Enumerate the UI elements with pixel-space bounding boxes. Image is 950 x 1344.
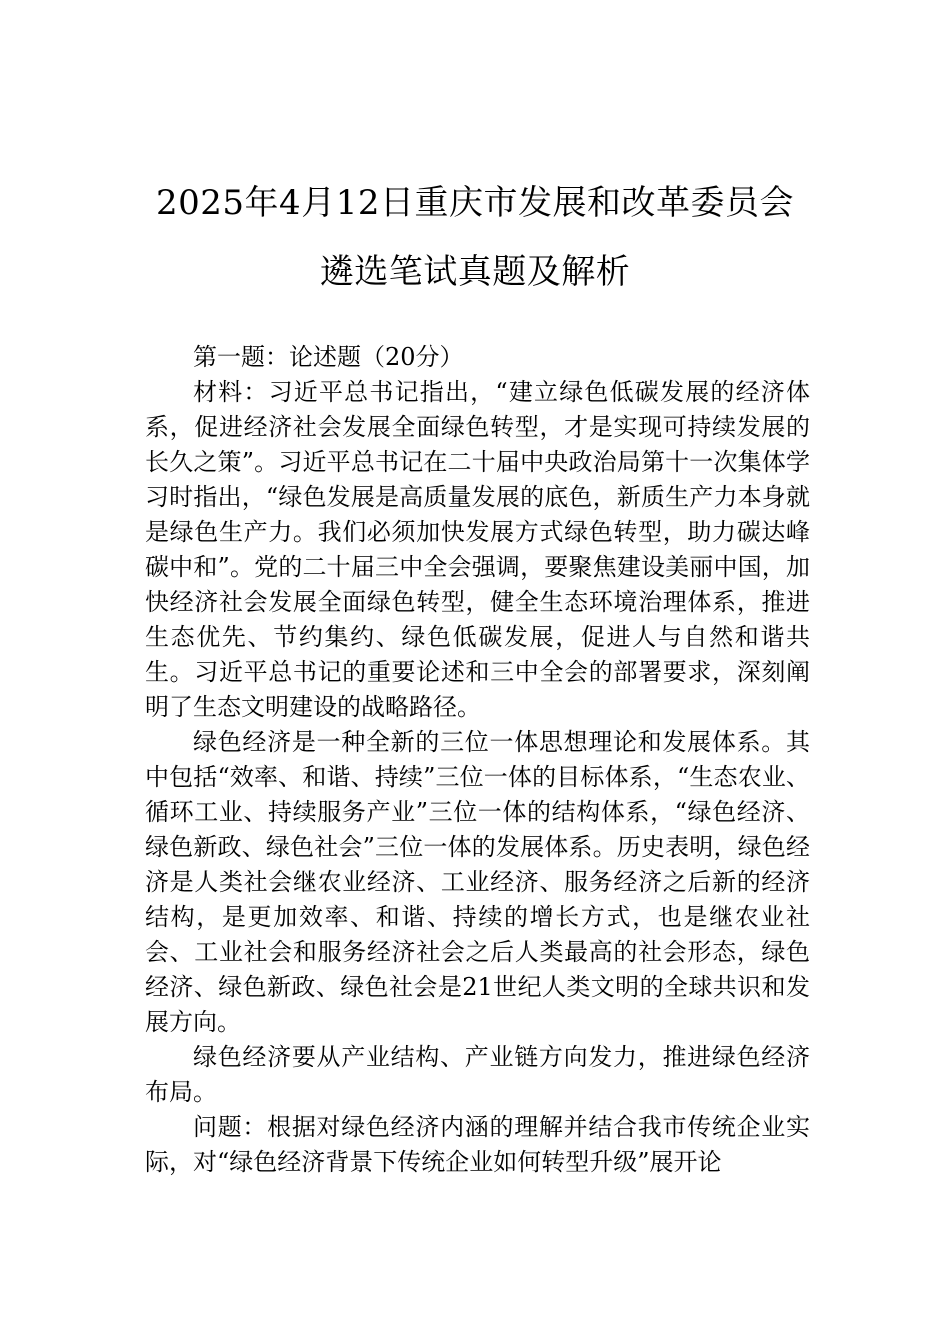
material-paragraph: 材料：习近平总书记指出，“建立绿色低碳发展的经济体系，促进经济社会发展全面绿色转型，才是实现可持续发展的长久之策”。习近平总书记在二十届中央政治局第十一次集体学习时指出，“绿色发展是高质量发展的底色，新质生产力本身就是绿色生产力。我们必须加快发展方式绿色转型，助力碳达峰碳中和”。党的二十届三中全会强调，要聚焦建设美丽中国，加快经济社会发展全面绿色转型，健全生态环境治理体系，推进生态优先、节约集约、绿色低碳发展，促进人与自然和谐共生。习近平总书记的重要论述和三中全会的部署要求，深刻阐明了生态文明建设的战略路径。	[145, 378, 810, 721]
document-title-line-2: 遴选笔试真题及解析	[319, 252, 631, 292]
question-heading: 第一题：论述题（20分）	[193, 343, 464, 371]
layout-paragraph: 绿色经济要从产业结构、产业链方向发力，推进绿色经济布局。	[145, 1043, 810, 1106]
question-paragraph: 问题：根据对绿色经济内涵的理解并结合我市传统企业实际，对“绿色经济背景下传统企业如何转型升级”展开论	[145, 1113, 810, 1176]
document-body	[145, 340, 810, 1180]
document-title-line-1: 2025年4月12日重庆市发展和改革委员会	[156, 183, 794, 223]
green-economy-paragraph: 绿色经济是一种全新的三位一体思想理论和发展体系。其中包括“效率、和谐、持续”三位一体的目标体系，“生态农业、循环工业、持续服务产业”三位一体的结构体系，“绿色经济、绿色新政、绿色社会”三位一体的发展体系。历史表明，绿色经济是人类社会继农业经济、工业经济、服务经济之后新的经济结构，是更加效率、和谐、持续的增长方式，也是继农业社会、工业社会和服务经济社会之后人类最高的社会形态，绿色经济、绿色新政、绿色社会是21世纪人类文明的全球共识和发展方向。	[145, 728, 810, 1036]
